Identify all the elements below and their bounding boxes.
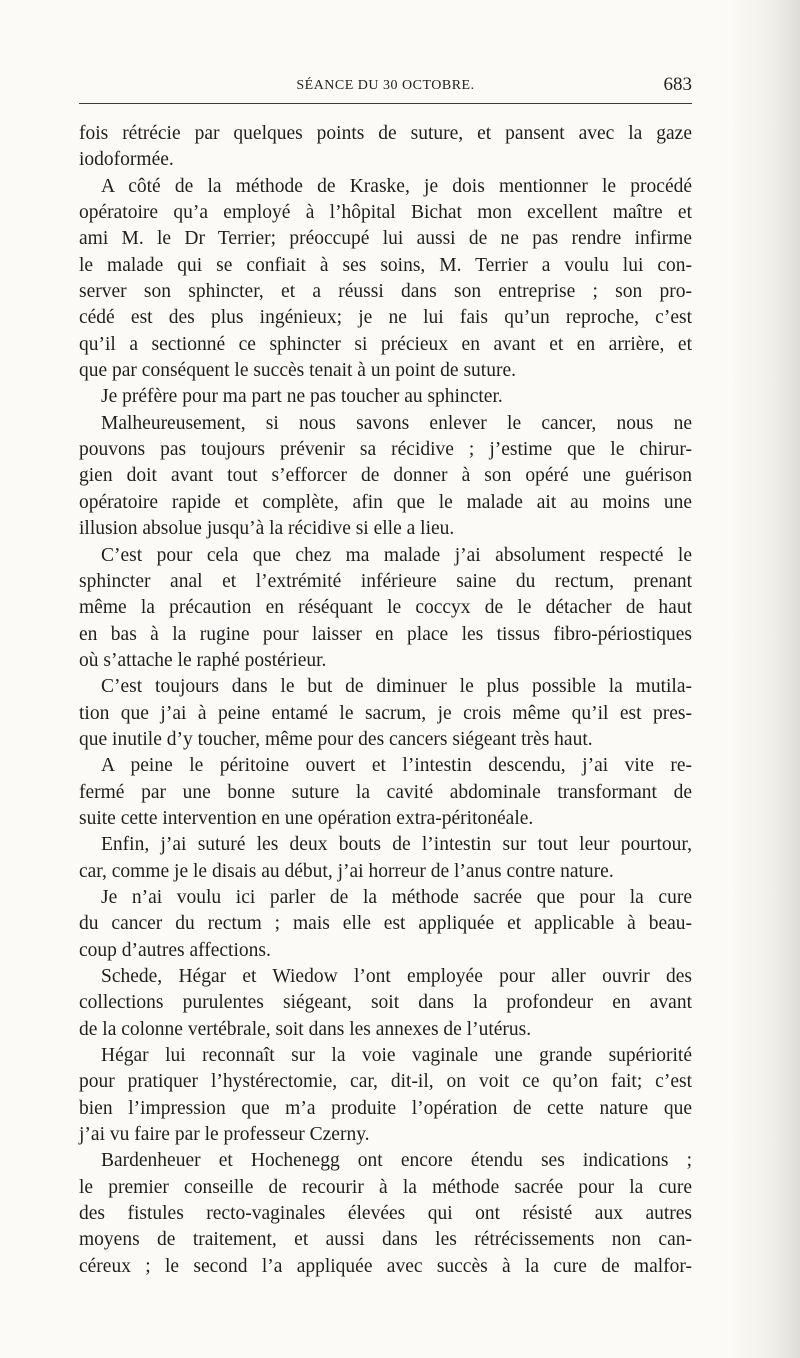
text-line: Je préfère pour ma part ne pas toucher au sphincter. <box>101 386 503 408</box>
page-number: 683 <box>663 74 692 95</box>
text-line: des fistules recto-vaginales élevées qui ont résisté aux autres <box>79 1203 692 1225</box>
text-line: iodoformée. <box>79 149 174 171</box>
text-line: illusion absolue jusqu’à la récidive si elle a lieu. <box>79 518 455 540</box>
text-line: Enfin, j’ai suturé les deux bouts de l’intestin sur tout leur pourtour, <box>101 834 692 856</box>
text-line: en bas à la rugine pour laisser en place les tissus fibro-périostiques <box>79 623 692 645</box>
text-line: fermé par une bonne suture la cavité abdominale transformant de <box>79 781 692 803</box>
text-line: même la précaution en réséquant le coccyx de le détacher de haut <box>79 597 692 619</box>
text-line: tion que j’ai à peine entamé le sacrum, je crois même qu’il est pres- <box>79 702 692 724</box>
text-line: C’est toujours dans le but de diminuer le plus possible la mutila- <box>101 676 692 698</box>
text-line: moyens de traitement, et aussi dans les rétrécissements non can- <box>79 1229 692 1251</box>
text-line: C’est pour cela que chez ma malade j’ai absolument respecté le <box>101 544 692 566</box>
text-line: coup d’autres affections. <box>79 939 271 961</box>
text-line: gien doit avant tout s’efforcer de donner à son opéré une guérison <box>79 465 692 487</box>
text-line: bien l’impression que m’a produite l’opération de cette nature que <box>79 1097 692 1119</box>
text-line: A côté de la méthode de Kraske, je dois mentionner le procédé <box>101 175 692 197</box>
text-line: fois rétrécie par quelques points de suture, et pansent avec la gaze <box>79 123 692 144</box>
text-line: le malade qui se confiait à ses soins, M. Terrier a voulu lui con- <box>79 254 692 276</box>
text-line: server son sphincter, et a réussi dans son entreprise ; son pro- <box>79 281 692 303</box>
text-line: que inutile d’y toucher, même pour des cancers siégeant très haut. <box>79 728 593 750</box>
text-line: où s’attache le raphé postérieur. <box>79 649 327 671</box>
text-line: A peine le péritoine ouvert et l’intestin descendu, j’ai vite re- <box>101 755 692 777</box>
text-line: cédé est des plus ingénieux; je ne lui fais qu’un reproche, c’est <box>79 307 692 329</box>
text-line: Je n’ai voulu ici parler de la méthode sacrée que pour la cure <box>101 886 692 908</box>
text-line: opératoire rapide et complète, afin que le malade ait au moins une <box>79 491 692 513</box>
text-line: pouvons pas toujours prévenir sa récidive ; j’estime que le chirur- <box>79 439 692 461</box>
text-line: collections purulentes siégeant, soit dans la profondeur en avant <box>79 992 692 1014</box>
text-line: Hégar lui reconnaît sur la voie vaginale une grande supériorité <box>101 1045 692 1067</box>
text-line: que par conséquent le succès tenait à un point de suture. <box>79 360 516 382</box>
text-line: Schede, Hégar et Wiedow l’ont employée pour aller ouvrir des <box>101 966 692 987</box>
text-line: opératoire qu’a employé à l’hôpital Bichat mon excellent maître et <box>79 202 692 224</box>
text-line: j’ai vu faire par le professeur Czerny. <box>79 1124 370 1146</box>
header-rule <box>79 103 692 104</box>
text-line: suite cette intervention en une opération extra-péritonéale. <box>79 807 534 829</box>
page-edge-shadow <box>730 0 800 1358</box>
text-line: pour pratiquer l’hystérectomie, car, dit-il, on voit ce qu’on fait; c’est <box>79 1071 692 1093</box>
body-text <box>79 121 692 1280</box>
text-line: du cancer du rectum ; mais elle est appliquée et applicable à beau- <box>79 913 692 935</box>
text-line: car, comme je le disais au début, j’ai horreur de l’anus contre nature. <box>79 860 614 882</box>
page-header <box>79 74 692 98</box>
text-line: sphincter anal et l’extrémité inférieure saine du rectum, prenant <box>79 570 692 592</box>
text-line: ami M. le Dr Terrier; préoccupé lui aussi de ne pas rendre infirme <box>79 228 692 250</box>
text-line: Malheureusement, si nous savons enlever le cancer, nous ne <box>101 412 692 434</box>
text-line: qu’il a sectionné ce sphincter si précieux en avant et en arrière, et <box>79 333 692 355</box>
running-title: SÉANCE DU 30 OCTOBRE. <box>296 78 475 93</box>
text-line: le premier conseille de recourir à la méthode sacrée pour la cure <box>79 1176 692 1198</box>
text-line: Bardenheuer et Hochenegg ont encore étendu ses indications ; <box>101 1150 692 1172</box>
text-line: de la colonne vertébrale, soit dans les annexes de l’utérus. <box>79 1018 532 1040</box>
text-line: céreux ; le second l’a appliquée avec succès à la cure de malfor- <box>79 1255 692 1277</box>
